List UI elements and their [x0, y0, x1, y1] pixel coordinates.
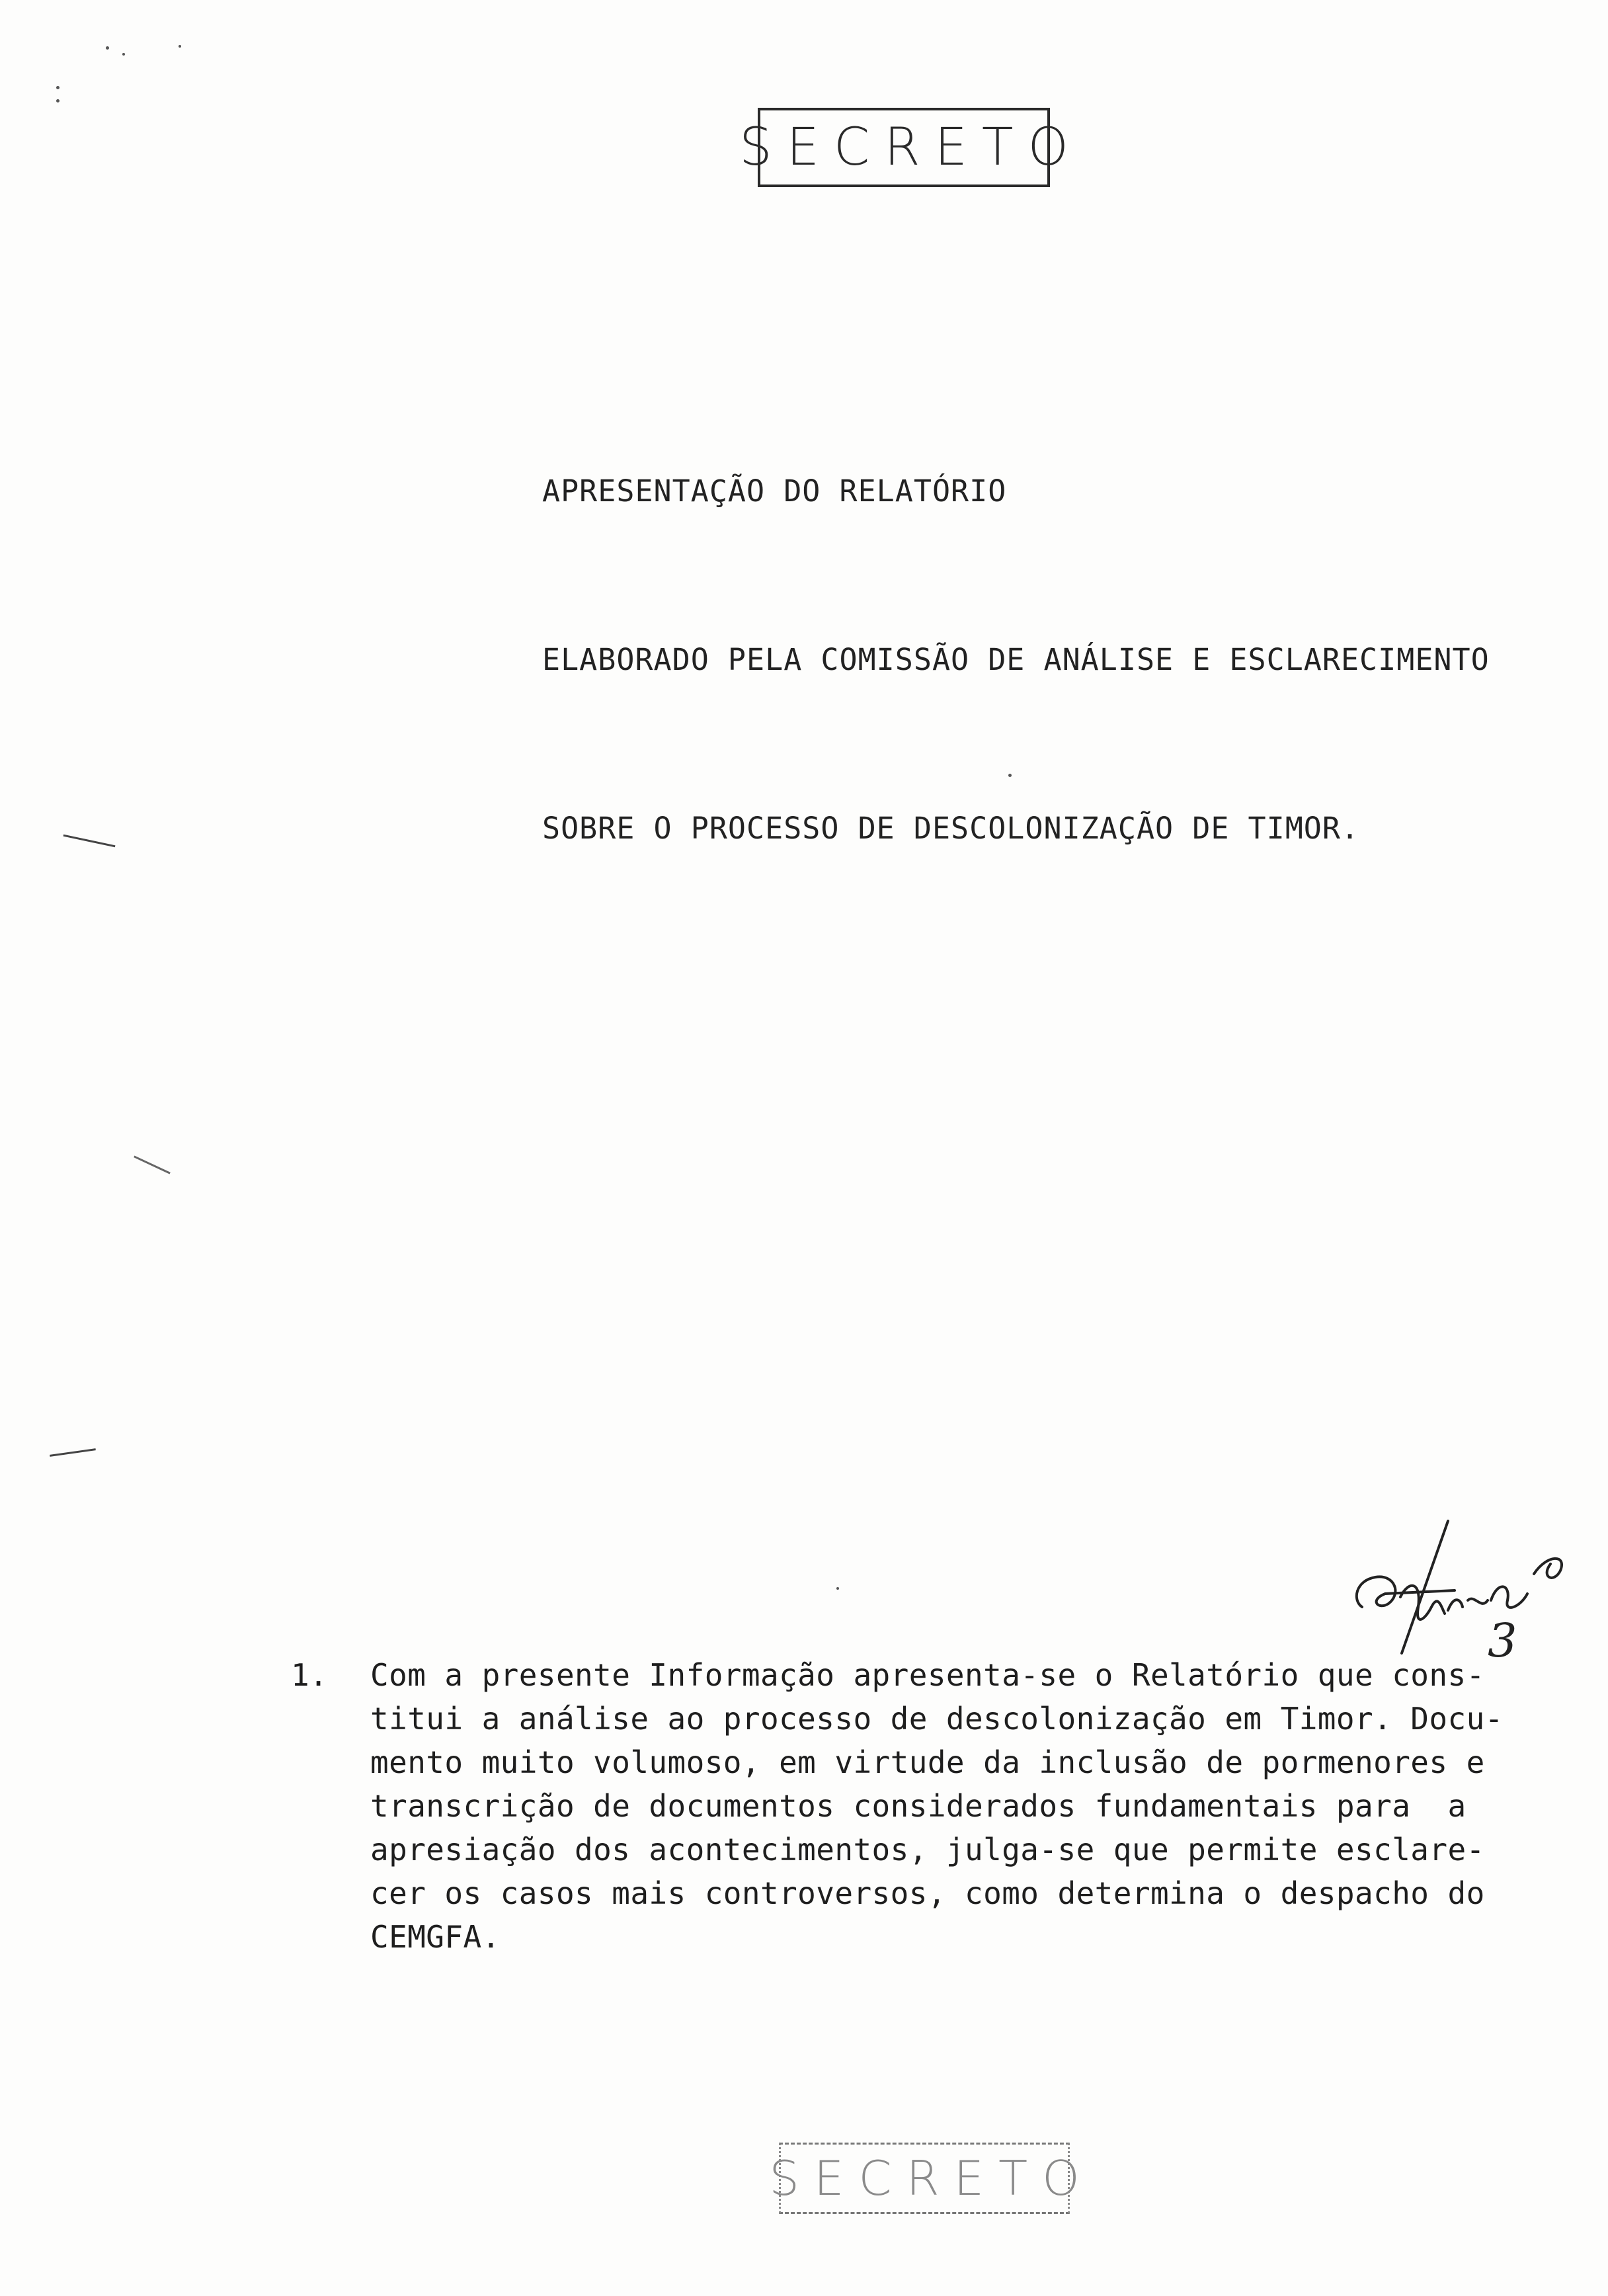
scan-speck: [179, 45, 181, 48]
title-line-2: ELABORADO PELA COMISSÃO DE ANÁLISE E ESCLARECIMENTO: [542, 642, 1490, 677]
scan-mark: [50, 1448, 96, 1457]
paragraph-line: Com a presente Informação apresenta-se o Relatório que cons-: [370, 1657, 1485, 1693]
paragraph-line: apresiação dos acontecimentos, julga-se que permite esclare-: [370, 1832, 1485, 1867]
title-line-1: APRESENTAÇÃO DO RELATÓRIO: [542, 473, 1007, 509]
classification-stamp-top: [739, 108, 1083, 187]
paragraph-line: transcrição de documentos considerados fundamentais para a: [370, 1788, 1467, 1824]
paragraph-line: titui a análise ao processo de descolonização em Timor. Docu-: [370, 1701, 1504, 1737]
classification-stamp-text: SECRETO: [769, 2151, 1094, 2206]
scan-speck: [56, 86, 60, 89]
page-number-handwritten: 3: [1488, 1614, 1517, 1668]
scan-speck: [122, 53, 125, 56]
title-line-3: SOBRE O PROCESSO DE DESCOLONIZAÇÃO DE TIMOR.: [542, 811, 1360, 846]
paragraph-line: CEMGFA.: [370, 1919, 501, 1955]
classification-stamp-bottom: [769, 2143, 1094, 2214]
paragraph-line: mento muito volumoso, em virtude da inclusão de pormenores e: [370, 1744, 1485, 1780]
handwritten-signature: [1349, 1501, 1600, 1673]
scan-speck: [106, 46, 109, 50]
scan-speck: [56, 99, 60, 102]
paragraph-number: 1.: [291, 1657, 328, 1693]
paragraph-body: [370, 1653, 1504, 1959]
classification-stamp-text: SECRETO: [739, 118, 1083, 177]
document-title: [542, 350, 1490, 969]
scan-mark: [134, 1155, 171, 1174]
paragraph-line: cer os casos mais controversos, como determina o despacho do: [370, 1875, 1485, 1911]
scan-speck: [1008, 774, 1012, 777]
scan-speck: [836, 1587, 839, 1590]
scan-mark: [63, 835, 116, 848]
